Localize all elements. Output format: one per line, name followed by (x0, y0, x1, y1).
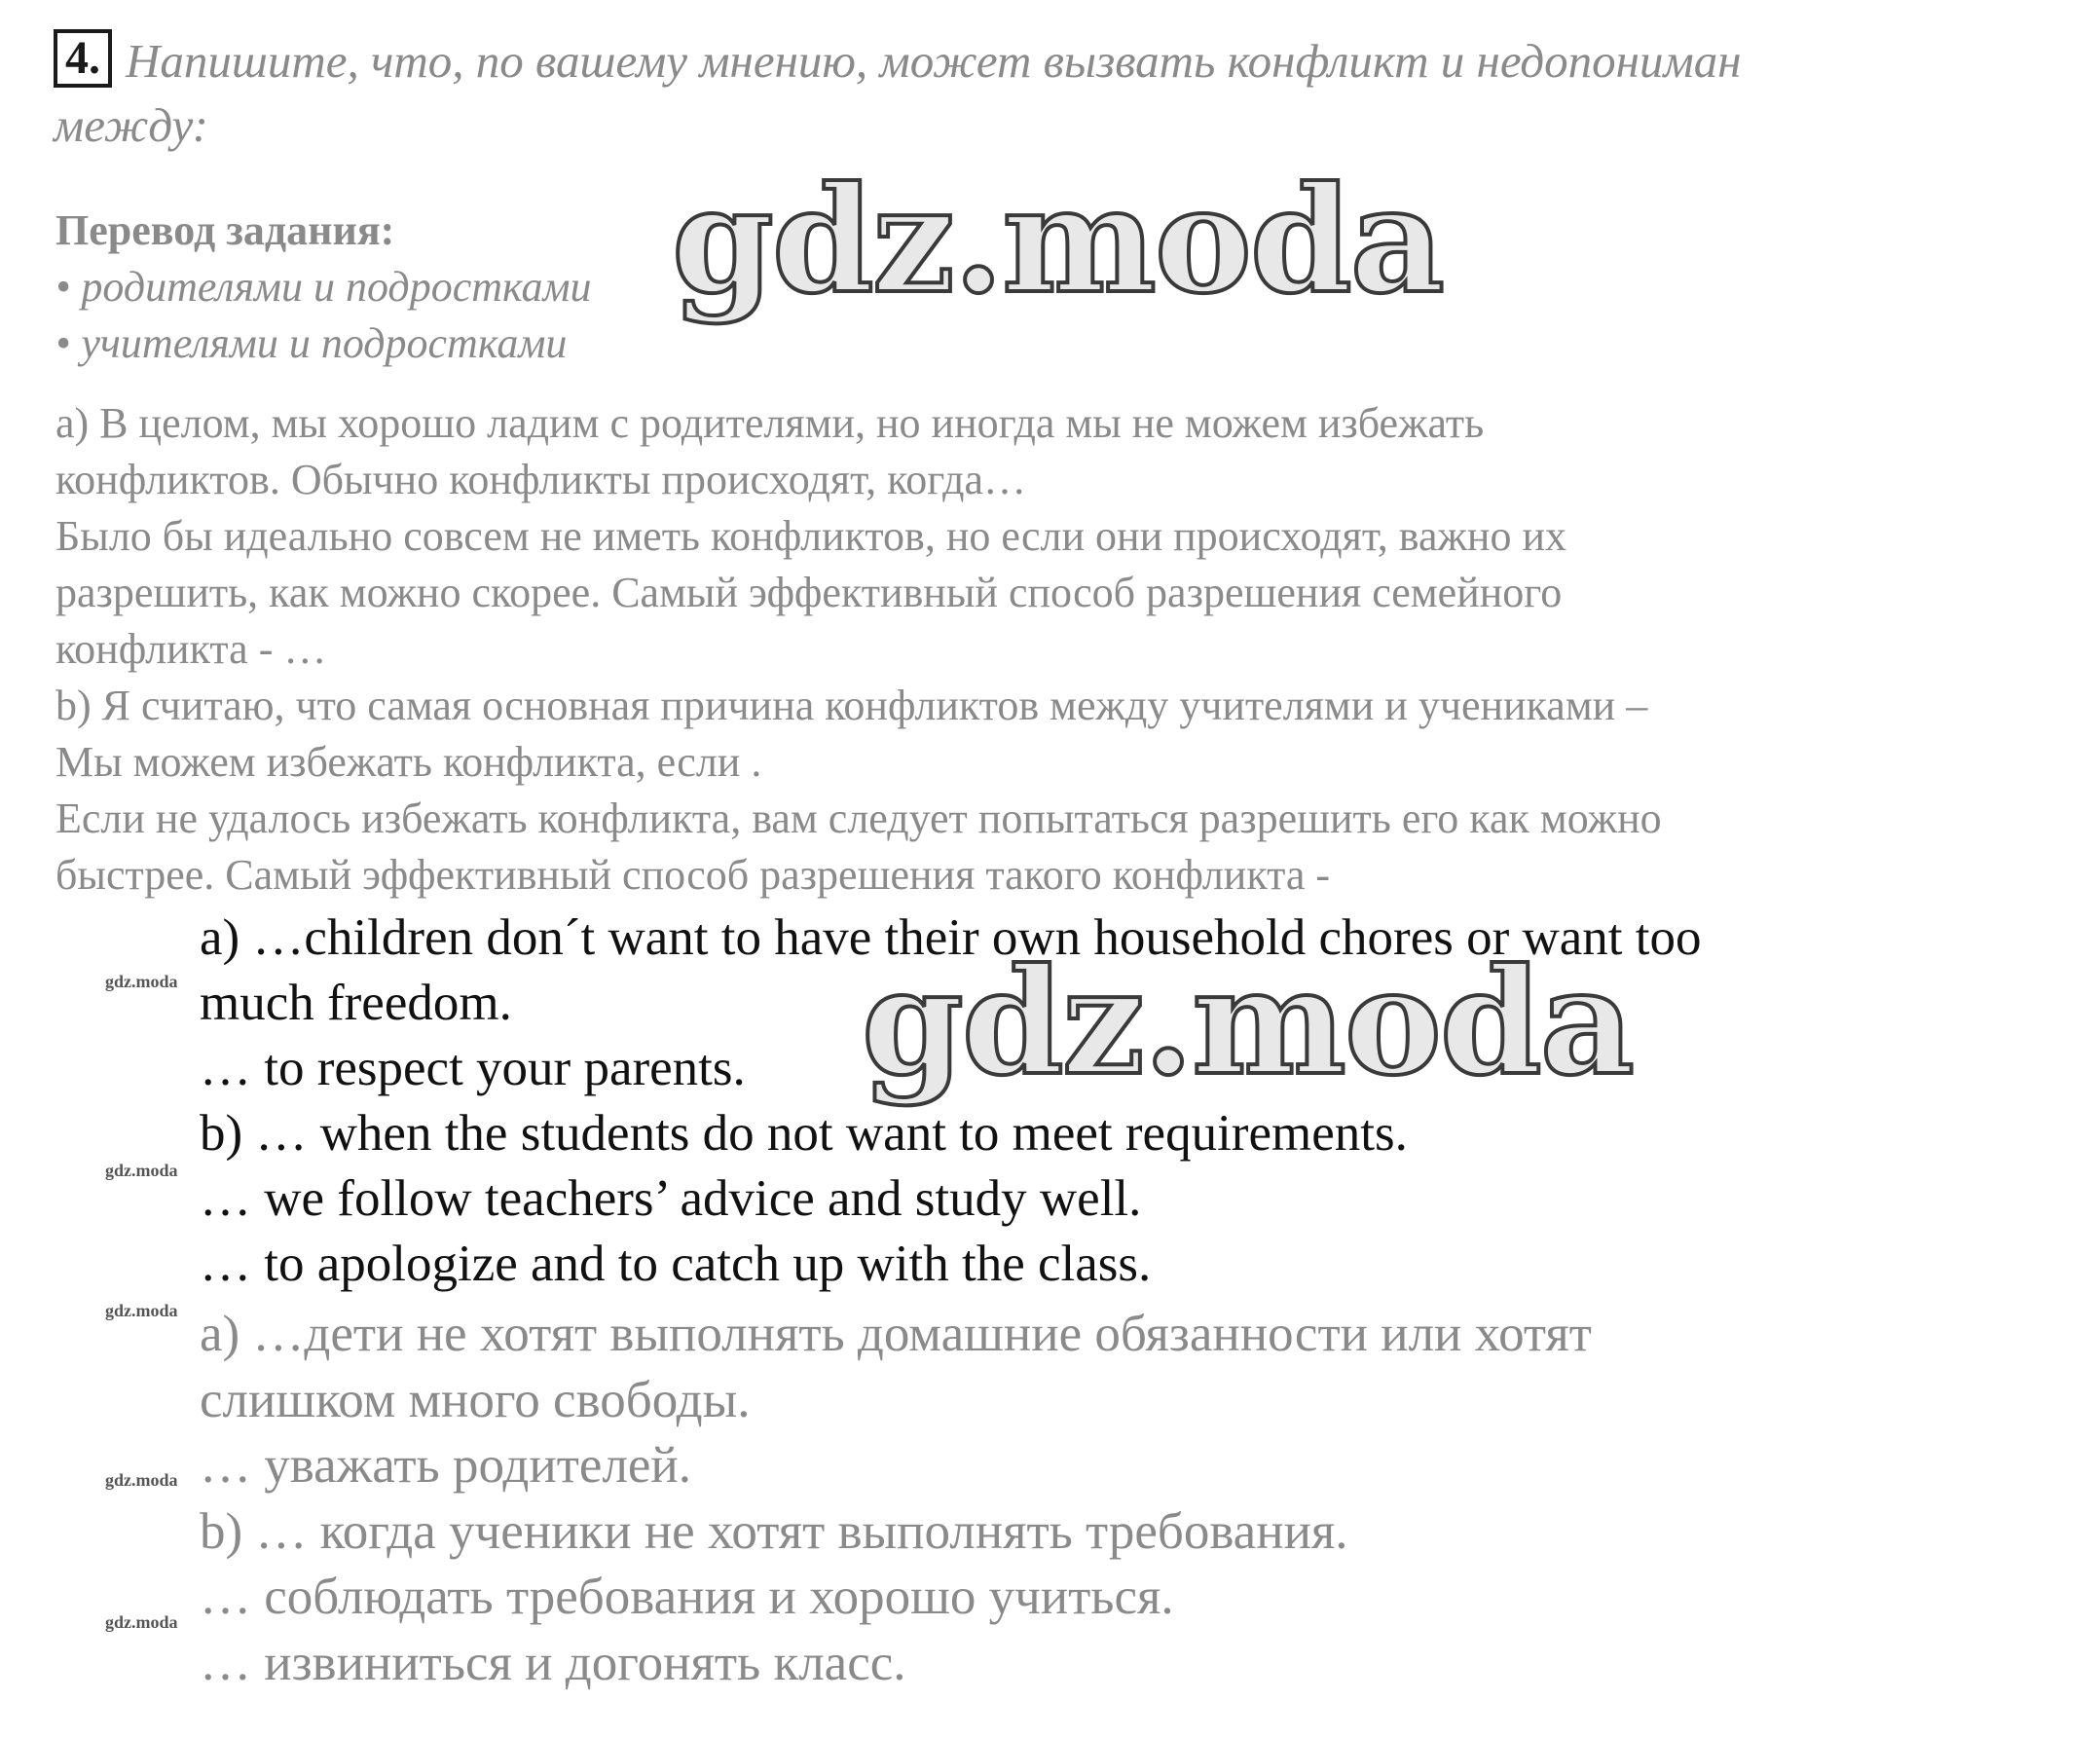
task-number: 4. (54, 29, 112, 88)
answer-ru-line: b) … когда ученики не хотят выполнять требования. (200, 1502, 1348, 1560)
answer-en-line: b) … when the students do not want to meet requirements. (200, 1105, 1408, 1162)
ru-line: Мы можем избежать конфликта, если . (55, 738, 762, 786)
watermark-small: gdz.moda (105, 1161, 178, 1180)
russian-answers (200, 1302, 1952, 1696)
task-prompt-line-2: между: (54, 98, 208, 152)
watermark-small: gdz.moda (105, 1612, 178, 1632)
answer-en-line: much freedom. (200, 975, 512, 1031)
answer-ru-line: … извиниться и догонять класс. (200, 1634, 906, 1691)
watermark-small: gdz.moda (105, 972, 178, 991)
ru-line: Было бы идеально совсем не иметь конфликтов, но если они происходят, важно их (55, 512, 1566, 560)
ru-line: быстрее. Самый эффективный способ разрешения такого конфликта - (55, 851, 1331, 899)
answer-ru-line: слишком много свободы. (200, 1371, 751, 1428)
ru-line: разрешить, как можно скорее. Самый эффективный способ разрешения семейного (55, 569, 1563, 616)
answer-en-line: … to apologize and to catch up with the class. (200, 1236, 1152, 1292)
russian-template-text (55, 395, 2022, 904)
ru-line: a) В целом, мы хорошо ладим с родителями, но иногда мы не можем избежать (55, 399, 1485, 447)
answer-ru-line: … уважать родителей. (200, 1437, 692, 1494)
ru-line: b) Я считаю, что самая основная причина конфликтов между учителями и учениками – (55, 682, 1648, 729)
watermark-large: gdz.moda (862, 937, 1634, 1108)
task-header (54, 29, 1835, 158)
task-prompt-line-1: Напишите, что, по вашему мнению, может вызвать конфликт и недопониман (126, 34, 1742, 88)
ru-line: конфликта - … (55, 625, 327, 673)
ru-line: Если не удалось избежать конфликта, вам следует попытаться разрешить его как можно (55, 795, 1662, 842)
ru-line: конфликтов. Обычно конфликты происходят, когда… (55, 456, 1026, 503)
watermark-small: gdz.moda (105, 1470, 178, 1490)
answer-en-line: … we follow teachers’ advice and study well. (200, 1170, 1142, 1227)
answer-en-line: a) …children don´t want to have their own household chores or want too (200, 909, 1702, 966)
translation-bullet-2: • учителями и подростками (55, 319, 568, 367)
watermark-large: gdz.moda (672, 155, 1444, 326)
watermark-small: gdz.moda (105, 1301, 178, 1320)
answer-ru-line: … соблюдать требования и хорошо учиться. (200, 1569, 1174, 1625)
answer-en-line: … to respect your parents. (200, 1040, 746, 1096)
translation-bullet-1: • родителями и подростками (55, 263, 592, 311)
answer-ru-line: a) …дети не хотят выполнять домашние обязанности или хотят (200, 1306, 1592, 1362)
translation-title: Перевод задания: (55, 206, 395, 254)
